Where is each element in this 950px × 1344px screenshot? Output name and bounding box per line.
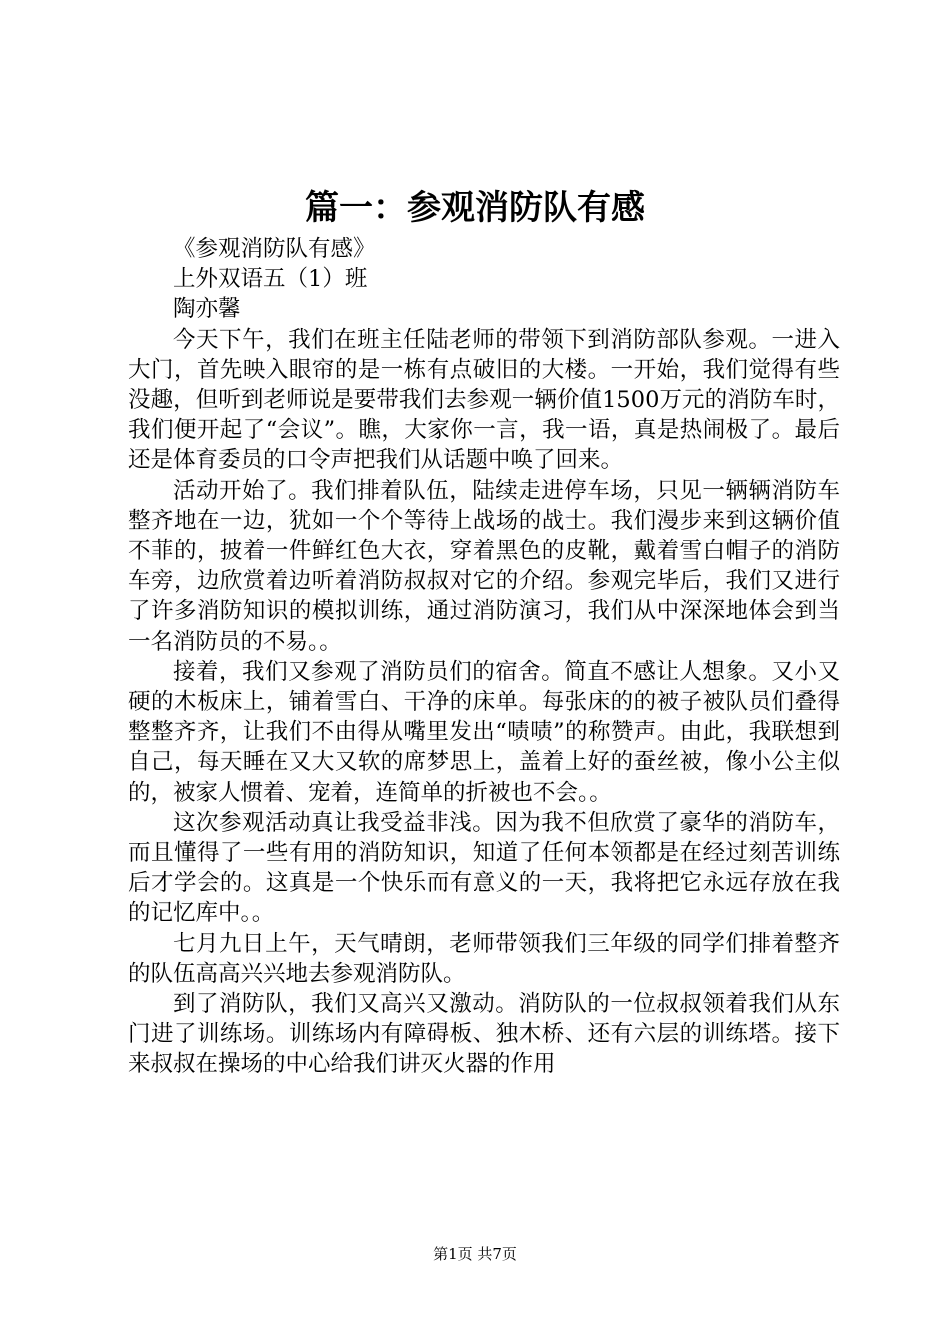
paragraph: 今天下午，我们在班主任陆老师的带领下到消防部队参观。一进入大门，首先映入眼帘的是一栋有点破旧的大楼。一开始，我们觉得有些没趣，但听到老师说是要带我们去参观一辆价值1500万元的消防车时，我们便开起了“会议”。瞧，大家你一言，我一语，真是热闹极了。最后还是体育委员的口令声把我们从话题中唤了回来。 [128,326,840,474]
paragraph: 接着，我们又参观了消防员们的宿舍。简直不感让人想象。又小又硬的木板床上，铺着雪白、干净的床单。每张床的的被子被队员们叠得整整齐齐，让我们不由得从嘴里发出“啧啧”的称赞声。由此，我联想到自己，每天睡在又大又软的席梦思上，盖着上好的蚕丝被，像小公主似的，被家人惯着、宠着，连简单的折被也不会。。 [128,658,840,806]
document-title: 篇一：参观消防队有感 [305,188,645,228]
paragraph: 活动开始了。我们排着队伍，陆续走进停车场，只见一辆辆消防车整齐地在一边，犹如一个个等待上战场的战士。我们漫步来到这辆价值不菲的，披着一件鲜红色大衣，穿着黑色的皮靴，戴着雪白帽子的消防车旁，边欣赏着边听着消防叔叔对它的介绍。参观完毕后，我们又进行了许多消防知识的模拟训练，通过消防演习，我们从中深深地体会到当一名消防员的不易。。 [128,477,840,655]
page-number: 第1页 共7页 [433,1245,517,1263]
paragraph: 七月九日上午，天气晴朗，老师带领我们三年级的同学们排着整齐的队伍高高兴兴地去参观消防队。 [128,930,840,987]
essay-subtitle: 《参观消防队有感》 [173,236,376,262]
author-name: 陶亦馨 [173,296,241,323]
paragraph: 到了消防队，我们又高兴又激动。消防队的一位叔叔领着我们从东门进了训练场。训练场内有障碍板、独木桥、还有六层的训练塔。接下来叔叔在操场的中心给我们讲灭火器的作用 [128,991,840,1078]
document-body [128,234,840,1080]
paragraph: 这次参观活动真让我受益非浅。因为我不但欣赏了豪华的消防车，而且懂得了一些有用的消防知识，知道了任何本领都是在经过刻苦训练后才学会的。这真是一个快乐而有意义的一天，我将把它永远存放在我的记忆库中。。 [128,809,840,927]
class-line: 上外双语五（1）班 [173,266,368,293]
